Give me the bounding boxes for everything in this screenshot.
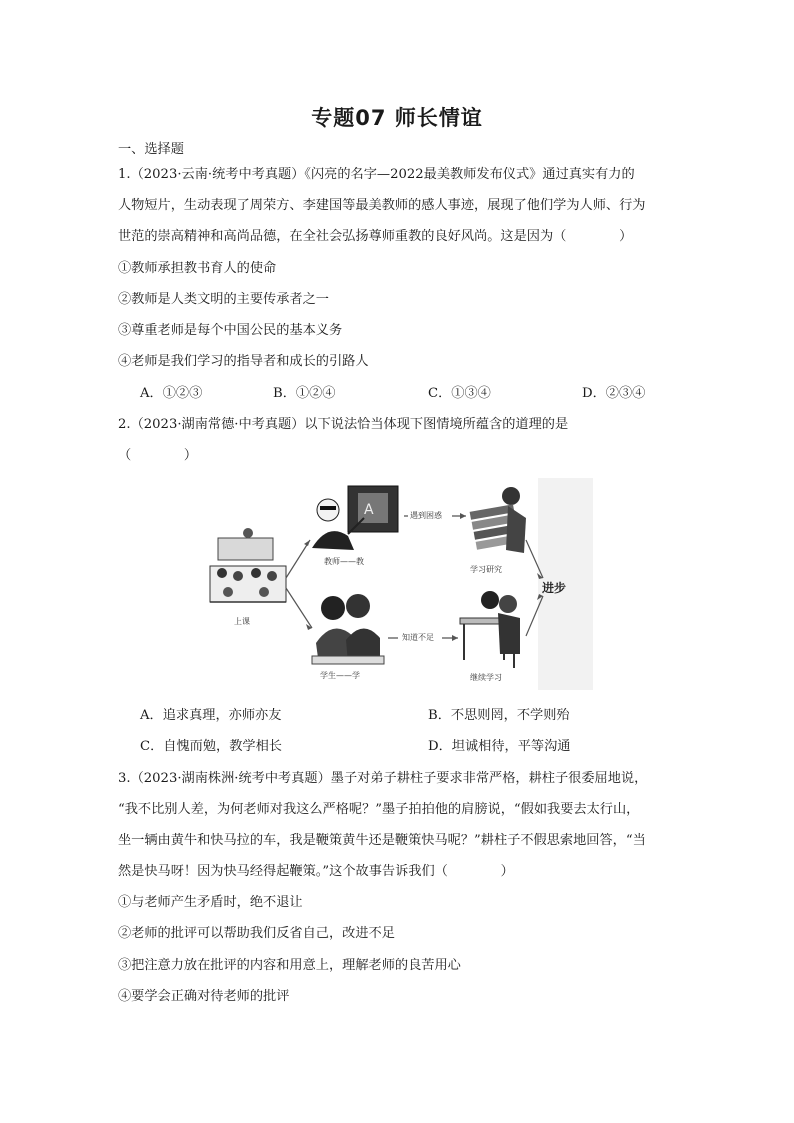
q2-option-b: B．不思则罔，不学则殆 — [428, 708, 570, 723]
label-teacher: 教师——教 — [324, 557, 364, 566]
q3-stem-line-2: “我不比别人差，为何老师对我这么严格呢？”墨子拍拍他的肩膀说，“假如我要去太行山， — [118, 802, 640, 817]
q1-item-4: ④老师是我们学习的指导者和成长的引路人 — [118, 354, 369, 369]
label-insufficient: 知道不足 — [402, 633, 434, 642]
q1-item-1: ①教师承担教书育人的使命 — [118, 261, 277, 276]
illustration-svg — [208, 478, 593, 690]
q2-stem-line-2: （ ） — [118, 448, 198, 463]
q1-stem-line-3: 世范的崇高精神和高尚品德，在全社会弘扬尊师重教的良好风尚。这是因为（ ） — [118, 229, 633, 244]
q3-item-2: ②老师的批评可以帮助我们反省自己，改进不足 — [118, 926, 395, 941]
q2-stem-line-1: 2.（2023·湖南常德·中考真题）以下说法恰当体现下图情境所蕴含的道理的是 — [118, 417, 569, 432]
student-scene — [312, 594, 384, 664]
label-difficulty: 遇到困惑 — [410, 511, 442, 520]
q2-option-c: C．自愧而勉，教学相长 — [140, 739, 282, 754]
label-class: 上课 — [234, 617, 250, 626]
classroom-scene — [210, 528, 286, 602]
q1-stem-line-2: 人物短片，生动表现了周荣方、李建国等最美教师的感人事迹，展现了他们学为人师、行为 — [118, 198, 646, 213]
label-student: 学生——学 — [320, 671, 360, 680]
continue-study-scene — [460, 591, 520, 668]
q3-stem-line-1: 3.（2023·湖南株洲·统考中考真题）墨子对弟子耕柱子要求非常严格，耕柱子很委屈地说， — [118, 771, 648, 786]
teacher-scene — [312, 486, 398, 550]
q1-option-b: B．①②④ — [273, 386, 336, 401]
q3-item-4: ④要学会正确对待老师的批评 — [118, 989, 290, 1004]
q3-item-3: ③把注意力放在批评的内容和用意上，理解老师的良苦用心 — [118, 958, 461, 973]
q2-option-d: D．坦诚相待，平等沟通 — [428, 739, 571, 754]
section-heading: 一、选择题 — [118, 142, 184, 157]
q3-stem-line-4: 然是快马呀！因为快马经得起鞭策。”这个故事告诉我们（ ） — [118, 864, 514, 879]
q1-option-d: D．②③④ — [582, 386, 646, 401]
q1-option-c: C．①③④ — [428, 386, 491, 401]
label-research: 学习研究 — [470, 565, 502, 574]
research-scene — [470, 487, 526, 553]
label-continue: 继续学习 — [470, 673, 502, 682]
q2-illustration — [208, 478, 593, 690]
q1-item-2: ②教师是人类文明的主要传承者之一 — [118, 292, 329, 307]
q3-stem-line-3: 坐一辆由黄牛和快马拉的车，我是鞭策黄牛还是鞭策快马呢？”耕柱子不假思索地回答，“当 — [118, 833, 646, 848]
q1-option-a: A．①②③ — [140, 386, 203, 401]
q2-option-a: A．追求真理，亦师亦友 — [140, 708, 282, 723]
q3-item-1: ①与老师产生矛盾时，绝不退让 — [118, 895, 303, 910]
q1-stem-line-1: 1.（2023·云南·统考中考真题）《闪亮的名字—2022最美教师发布仪式》通过真实有力的 — [118, 167, 635, 182]
document-title: 专题07 师长情谊 — [311, 106, 483, 130]
label-progress: 进步 — [542, 581, 567, 595]
q1-item-3: ③尊重老师是每个中国公民的基本义务 — [118, 323, 343, 338]
svg-text:A: A — [364, 502, 374, 518]
